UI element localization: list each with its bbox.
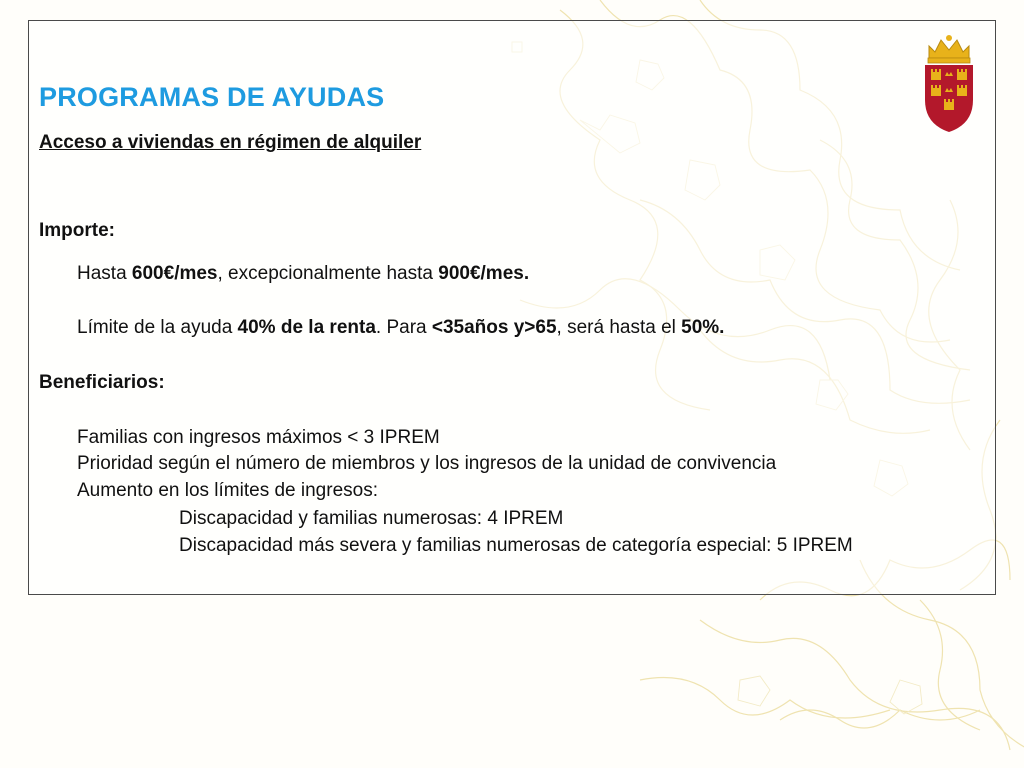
limit-age-range: <35años y>65 bbox=[431, 317, 557, 338]
beneficiary-item: Aumento en los límites de ingresos: bbox=[77, 480, 378, 501]
section-subtitle: Acceso a viviendas en régimen de alquiler bbox=[39, 132, 422, 153]
limit-percent-special: 50%. bbox=[681, 317, 725, 338]
limit-text-3: , será hasta el bbox=[556, 317, 682, 338]
importe-heading: Importe: bbox=[39, 220, 115, 241]
amount-text-1: Hasta bbox=[77, 263, 132, 284]
beneficiary-subitem: Discapacidad y familias numerosas: 4 IPREM bbox=[179, 508, 564, 529]
amount-exceptional: 900€/mes. bbox=[438, 263, 530, 284]
limit-percent: 40% de la renta bbox=[237, 317, 376, 338]
beneficiary-item: Familias con ingresos máximos < 3 IPREM bbox=[77, 427, 440, 448]
importe-limit-line bbox=[77, 317, 724, 339]
amount-text-2: , excepcionalmente hasta bbox=[217, 263, 439, 284]
amount-monthly: 600€/mes bbox=[131, 263, 218, 284]
beneficiarios-heading: Beneficiarios: bbox=[39, 372, 165, 393]
limit-text-1: Límite de la ayuda bbox=[77, 317, 238, 338]
region-coat-of-arms-icon bbox=[921, 32, 977, 134]
importe-amount-line bbox=[77, 263, 529, 285]
limit-text-2: . Para bbox=[375, 317, 432, 338]
beneficiary-item: Prioridad según el número de miembros y los ingresos de la unidad de convivencia bbox=[77, 453, 777, 474]
page-title: PROGRAMAS DE AYUDAS bbox=[39, 82, 385, 112]
beneficiary-subitem: Discapacidad más severa y familias numerosas de categoría especial: 5 IPREM bbox=[179, 535, 853, 556]
